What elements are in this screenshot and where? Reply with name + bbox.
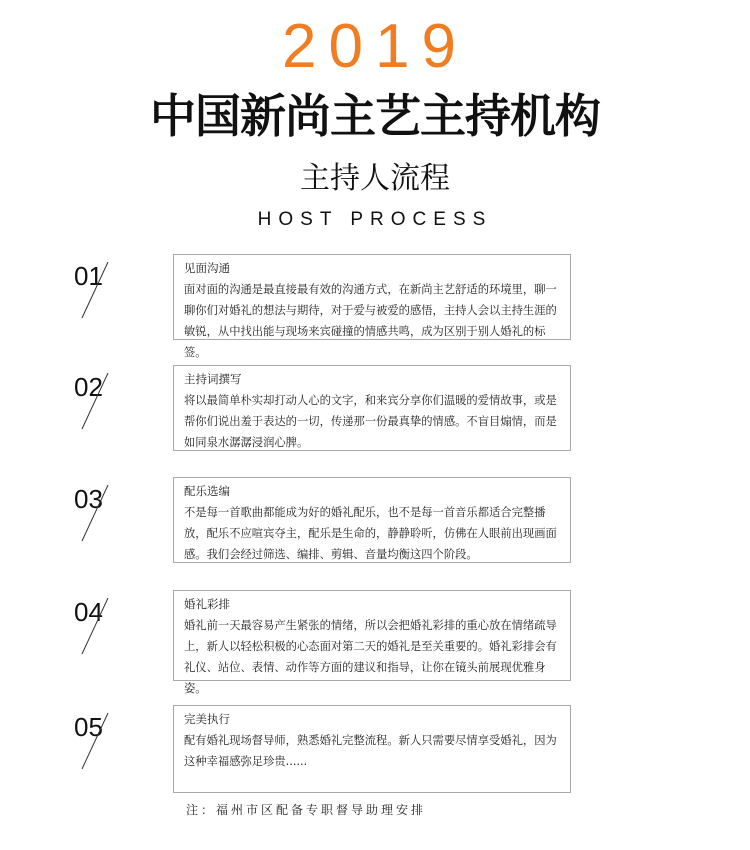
step-card <box>173 477 571 563</box>
process-step-5 <box>0 705 750 805</box>
step-description: 面对面的沟通是最直接最有效的沟通方式，在新尚主艺舒适的环境里，聊一聊你们对婚礼的想法与期待，对于爱与被爱的感悟，主持人会以主持生涯的敏锐，从中找出能与现场来宾碰撞的情感共鸣，成为区别于别人婚礼的标签。 <box>184 283 557 359</box>
slash-divider-icon <box>80 260 110 320</box>
step-number: 01 <box>74 261 103 291</box>
step-card <box>173 590 571 695</box>
process-step-1 <box>0 254 750 359</box>
step-description: 将以最简单朴实却打动人心的文字，和来宾分享你们温暖的爱情故事，或是帮你们说出羞于表达的一切，传递那一份最真挚的情感。不盲目煽情，而是如同泉水潺潺浸润心脾。 <box>184 394 557 449</box>
year-heading: 2019 <box>282 12 468 81</box>
step-number: 02 <box>74 372 103 402</box>
step-description: 不是每一首歌曲都能成为好的婚礼配乐，也不是每一首音乐都适合完整播放，配乐不应喧宾夺主，配乐是生命的，静静聆听，仿佛在人眼前出现画面感。我们会经过筛选、编排、剪辑、音量均衡这四个阶段。 <box>184 506 557 561</box>
step-number: 05 <box>74 712 103 742</box>
process-step-4 <box>0 590 750 695</box>
page-subtitle: 主持人流程 <box>300 161 450 196</box>
step-number: 03 <box>74 484 103 514</box>
process-step-2 <box>0 365 750 465</box>
step-description: 婚礼前一天最容易产生紧张的情绪，所以会把婚礼彩排的重心放在情绪疏导上，新人以轻松积极的心态面对第二天的婚礼是至关重要的。婚礼彩排会有礼仪、站位、表情、动作等方面的建议和指导，让你在镜头前展现优雅身姿。 <box>184 619 557 695</box>
page-subtitle-english: HOST PROCESS <box>257 209 493 230</box>
footer-note: 注：福州市区配备专职督导助理安排 <box>186 803 427 817</box>
process-step-3 <box>0 477 750 577</box>
step-title: 完美执行 <box>184 712 230 726</box>
step-number: 04 <box>74 597 103 627</box>
slash-divider-icon <box>80 711 110 771</box>
step-title: 婚礼彩排 <box>184 597 230 611</box>
step-title: 配乐选编 <box>184 484 230 498</box>
step-card <box>173 705 571 793</box>
slash-divider-icon <box>80 483 110 543</box>
step-card <box>173 365 571 451</box>
step-title: 见面沟通 <box>184 261 230 275</box>
step-description: 配有婚礼现场督导师，熟悉婚礼完整流程。新人只需要尽情享受婚礼，因为这种幸福感弥足珍贵...... <box>184 734 557 768</box>
step-card <box>173 254 571 359</box>
slash-divider-icon <box>80 596 110 656</box>
step-title: 主持词撰写 <box>184 372 242 386</box>
slash-divider-icon <box>80 371 110 431</box>
page-title: 中国新尚主艺主持机构 <box>150 89 600 143</box>
